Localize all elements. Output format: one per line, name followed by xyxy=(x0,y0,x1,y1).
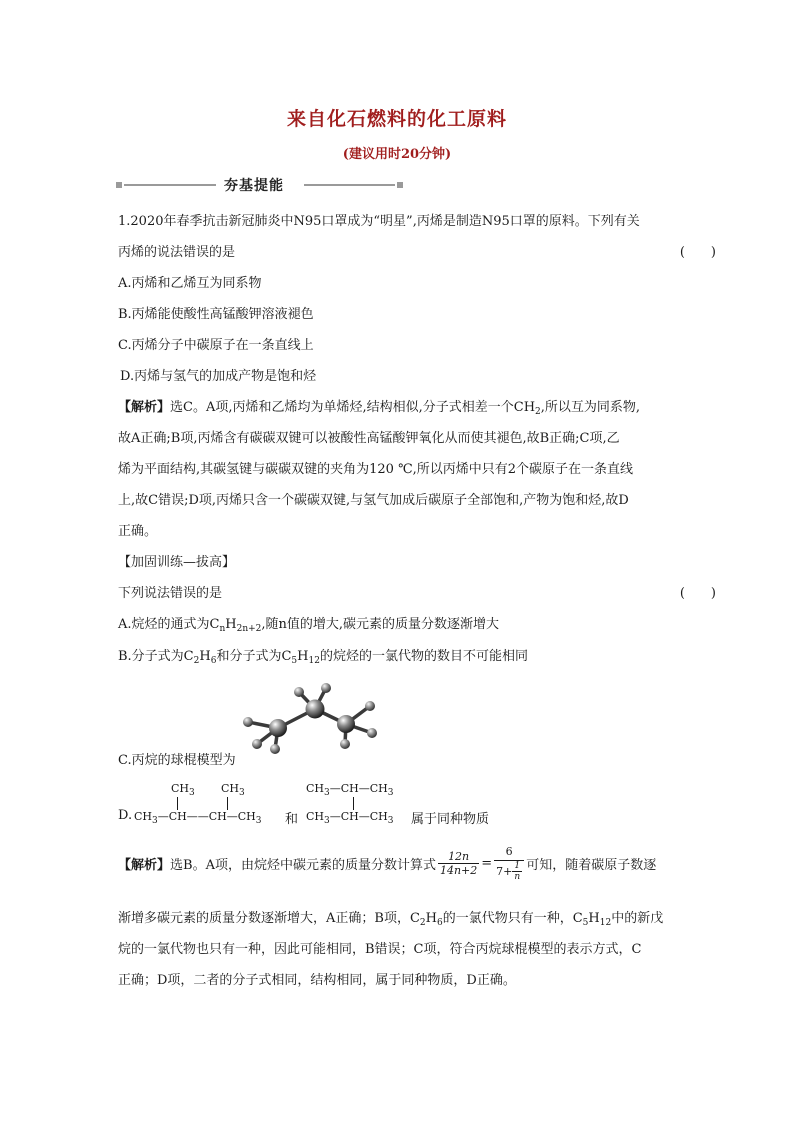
hydrogen-atom xyxy=(294,687,304,697)
q2-analysis-text: 选B。A项，由烷烃中碳元素的质量分数计算式 xyxy=(170,858,436,873)
q2-heading: 【加固训练—拔高】 xyxy=(118,555,236,570)
struct1-bond-vertical-b xyxy=(227,797,228,810)
q1-option-a: A.丙烯和乙烯互为同系物 xyxy=(118,276,262,291)
q1-option-b: B.丙烯能使酸性高锰酸钾溶液褪色 xyxy=(118,307,314,322)
page-subtitle: (建议用时20分钟) xyxy=(342,147,452,162)
q2-analysis-line2: 渐增多碳元素的质量分数逐渐增大，A正确；B项，$C_2H_6$的一氯代物只有一种，$C_5H_{12}$中的新戊 xyxy=(118,911,664,928)
analysis-tag: 【解析】 xyxy=(118,858,171,873)
analysis-tag: 【解析】 xyxy=(118,400,171,415)
q1-analysis-line2: 故A正确;B项,丙烯含有碳碳双键可以被酸性高锰酸钾氧化从而使其褪色,故B正确;C项,乙 xyxy=(118,431,620,446)
subscript: 2 xyxy=(535,407,541,417)
struct2-top-chain: $CH_3—CH—CH_3$ xyxy=(306,782,394,798)
carbon-atom xyxy=(337,715,355,733)
equals-sign: = xyxy=(481,856,493,871)
hydrogen-atom xyxy=(321,683,331,693)
q2-option-b: B.分子式为$C_2H_6$和分子式为$C_5H_{12}$的烷烃的一氯代物的数目不可能相同 xyxy=(118,649,528,666)
q2-option-d-label: D. xyxy=(118,808,133,823)
banner-line-left xyxy=(124,184,216,186)
propane-ball-stick-model xyxy=(238,682,384,754)
q2-option-a: A.烷烃的通式为$C_nH_{2n+2}$,随n值的增大,碳元素的质量分数逐渐增大 xyxy=(118,617,500,634)
q2-analysis-line1 xyxy=(118,845,656,882)
carbon-atom xyxy=(269,719,287,737)
q1-stem-line1: 1.2020年春季抗击新冠肺炎中N95口罩成为“明星”,丙烯是制造N95口罩的原料。下列有关 xyxy=(118,214,640,229)
q1-analysis-line5: 正确。 xyxy=(118,524,158,539)
fraction-simplified: 6 7+ $\frac{1}{n}$ xyxy=(494,845,524,882)
hydrogen-atom xyxy=(365,701,375,711)
q1-option-c: C.丙烯分子中碳原子在一条直线上 xyxy=(118,338,314,353)
q2-analysis-line4: 正确；D项，二者的分子式相同，结构相同，属于同种物质，D正确。 xyxy=(118,973,516,988)
hydrogen-atom xyxy=(243,717,253,727)
q2-option-c: C.丙烷的球棍模型为 xyxy=(118,753,236,768)
q1-answer-paren: ( ) xyxy=(679,245,716,260)
q2-option-d-and: 和 xyxy=(285,812,299,827)
q1-analysis-line3: 烯为平面结构,其碳氢键与碳碳双键的夹角为120 ℃,所以丙烯中只有2个碳原子在一条直线 xyxy=(118,462,634,477)
section-banner xyxy=(116,175,403,197)
hydrogen-atom xyxy=(252,739,262,749)
struct2-bond-vertical xyxy=(353,797,354,810)
q2-answer-paren: ( ) xyxy=(679,586,716,601)
q2-analysis-line3: 烷的一氯代物也只有一种，因此可能相同，B错误；C项，符合丙烷球棍模型的表示方式，C xyxy=(118,942,642,957)
struct1-ch3-a: $CH_3$ xyxy=(171,782,195,798)
banner-line-right xyxy=(304,184,395,186)
fraction-carbon-mass: $\frac{12n}{14n+2}$ xyxy=(439,850,478,877)
carbon-atom xyxy=(306,700,325,719)
page-title: 来自化石燃料的化工原料 xyxy=(286,108,507,130)
struct1-ch3-b: $CH_3$ xyxy=(221,782,245,798)
q1-option-d: D.丙烯与氢气的加成产物是饱和烃 xyxy=(120,369,317,384)
q1-analysis-line4: 上,故C错误;D项,丙烯只含一个碳碳双键,与氢气加成后碳原子全部饱和,产物为饱和烃,故D xyxy=(118,493,629,508)
bond-sticks xyxy=(248,688,372,749)
section-label: 夯基提能 xyxy=(224,178,284,194)
struct2-bottom-chain: $CH_3—CH—CH_3$ xyxy=(306,810,394,826)
banner-dot-right xyxy=(397,182,403,188)
q1-analysis-line1 xyxy=(118,396,640,415)
hydrogen-atom xyxy=(367,728,377,738)
hydrogen-atom xyxy=(340,739,350,749)
hydrogen-atom xyxy=(270,744,280,754)
q2-option-d-tail: 属于同种物质 xyxy=(411,812,490,827)
q1-analysis-text: 选C。A项,丙烯和乙烯均为单烯烃,结构相似,分子式相差一个CH xyxy=(170,400,536,415)
struct1-main-chain: $CH_3—CH——CH—CH_3$ xyxy=(134,810,262,826)
q1-stem-line2: 丙烯的说法错误的是 xyxy=(118,245,236,260)
q2-stem: 下列说法错误的是 xyxy=(118,586,223,601)
banner-dot-left xyxy=(116,182,122,188)
q1-analysis-text: ,所以互为同系物, xyxy=(540,400,641,415)
struct1-bond-vertical-a xyxy=(177,797,178,810)
q2-analysis-text: 可知，随着碳原子数逐 xyxy=(526,858,657,873)
